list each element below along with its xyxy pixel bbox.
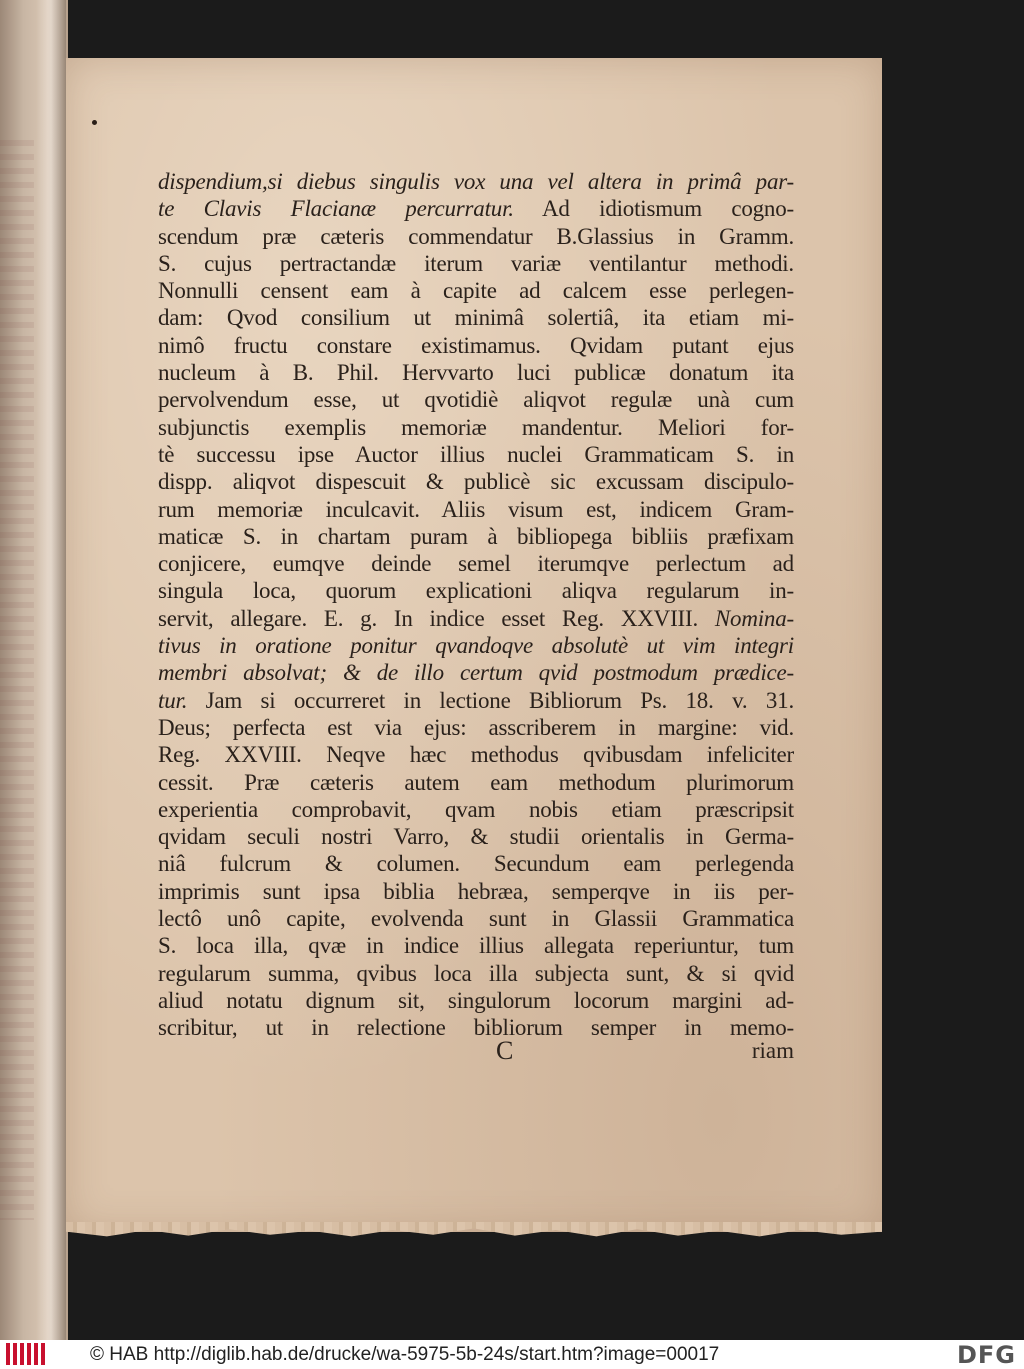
text-segment: conjicere, eumqve deinde semel iterumqve perlectum ad <box>158 551 794 577</box>
ink-dot <box>92 120 97 125</box>
book-page <box>66 58 882 1232</box>
text-segment: tè successu ipse Auctor illius nuclei Grammaticam S. in <box>158 441 794 467</box>
text-line <box>158 741 794 768</box>
text-line <box>158 250 794 277</box>
text-line <box>158 796 794 823</box>
show-through-text <box>0 140 34 1220</box>
text-line <box>158 714 794 741</box>
text-line <box>158 168 794 195</box>
text-segment: cessit. Præ cæteris autem eam methodum plurimorum <box>158 769 794 795</box>
dfg-logo: DFG <box>956 1341 1016 1369</box>
text-line <box>158 960 794 987</box>
text-line <box>158 987 794 1014</box>
text-line <box>158 905 794 932</box>
text-segment: aliud notatu dignum sit, singulorum locorum margini ad- <box>158 987 794 1013</box>
italic-segment: membri absolvat; & de illo certum qvid postmodum prædice- <box>158 660 794 686</box>
text-segment: scribitur, ut in relectione bibliorum semper in memo- <box>158 1015 794 1041</box>
text-segment: Deus; perfecta est via ejus: asscriberem in margine: vid. <box>158 714 794 740</box>
text-segment: regularum summa, qvibus loca illa subjecta sunt, & si qvid <box>158 960 794 986</box>
text-segment: scendum præ cæteris commendatur B.Glassius in Gramm. <box>158 223 794 249</box>
footer-bar <box>0 1340 1024 1369</box>
text-line <box>158 195 794 222</box>
text-segment: imprimis sunt ipsa biblia hebræa, semperqve in iis per- <box>158 878 794 904</box>
text-line <box>158 769 794 796</box>
text-line <box>158 441 794 468</box>
text-line <box>158 414 794 441</box>
text-segment: rum memoriæ inculcavit. Aliis visum est, indicem Gram- <box>158 496 794 522</box>
italic-segment: tivus in oratione ponitur qvandoqve absolutè ut vim integri <box>158 633 794 659</box>
text-segment: servit, allegare. E. g. In indice esset Reg. XXVIII. <box>158 605 715 631</box>
italic-segment: dispendium,si diebus singulis vox una vel altera in primâ par- <box>158 169 794 194</box>
text-segment: S. cujus pertractandæ iterum variæ ventilantur methodi. <box>158 250 794 276</box>
text-line <box>158 386 794 413</box>
text-segment: subjunctis exemplis memoriæ mandentur. Meliori for- <box>158 414 794 440</box>
text-segment: nucleum à B. Phil. Hervvarto luci publicæ donatum ita <box>158 360 794 386</box>
text-segment: Nonnulli censent eam à capite ad calcem esse perlegen- <box>158 278 794 304</box>
text-segment: nimô fructu constare existimamus. Qvidam putant ejus <box>158 332 794 358</box>
gutter-shadow <box>36 0 66 1340</box>
text-segment: pervolvendum esse, ut qvotidiè aliqvot regulæ unà cum <box>158 387 794 413</box>
copyright-url[interactable]: © HAB http://diglib.hab.de/drucke/wa-5975-5b-24s/start.htm?image=00017 <box>90 1344 720 1365</box>
italic-segment: Nomina- <box>714 605 794 631</box>
signature-line <box>158 1036 794 1066</box>
text-line <box>158 304 794 331</box>
text-line <box>158 687 794 714</box>
text-segment: Reg. XXVIII. Neqve hæc methodus qvibusdam infeliciter <box>158 742 794 768</box>
text-segment: dispp. aliqvot dispescuit & publicè sic excussam discipulo- <box>158 469 794 495</box>
text-segment: singula loca, quorum explicationi aliqva regularum in- <box>158 578 794 604</box>
text-segment: experientia comprobavit, qvam nobis etiam præscripsit <box>158 796 794 822</box>
italic-segment: te Clavis Flacianæ percurratur. <box>158 196 514 222</box>
text-line <box>158 878 794 905</box>
catchword: riam <box>751 1038 794 1063</box>
text-segment: Jam si occurreret in lectione Bibliorum Ps. 18. v. 31. <box>187 687 794 713</box>
text-segment: S. loca illa, qvæ in indice illius allegata reperiuntur, tum <box>158 933 794 959</box>
text-segment: dam: Qvod consilium ut minimâ solertiâ, ita etiam mi- <box>158 305 794 331</box>
text-segment: Ad idiotismum cogno- <box>513 196 794 222</box>
text-line <box>158 605 794 632</box>
text-line <box>158 550 794 577</box>
italic-segment: tur. <box>158 687 188 713</box>
text-line <box>158 223 794 250</box>
signature-mark: C <box>496 1036 514 1065</box>
text-line <box>158 823 794 850</box>
text-segment: maticæ S. in chartam puram à bibliopega bibliis præfixam <box>158 523 794 549</box>
text-line <box>158 577 794 604</box>
text-line <box>158 332 794 359</box>
text-segment: lectô unô capite, evolvenda sunt in Glassii Grammatica <box>158 906 794 932</box>
text-line <box>158 359 794 386</box>
text-line <box>158 496 794 523</box>
text-line <box>158 468 794 495</box>
text-line <box>158 277 794 304</box>
text-line <box>158 850 794 877</box>
text-segment: qvidam seculi nostri Varro, & studii orientalis in Germa- <box>158 824 794 850</box>
body-text <box>158 168 794 1042</box>
text-line <box>158 659 794 686</box>
text-segment: niâ fulcrum & columen. Secundum eam perlegenda <box>158 851 794 877</box>
binding-edge <box>0 0 68 1340</box>
text-line <box>158 932 794 959</box>
hab-logo-icon <box>6 1343 46 1365</box>
text-line <box>158 523 794 550</box>
text-line <box>158 632 794 659</box>
